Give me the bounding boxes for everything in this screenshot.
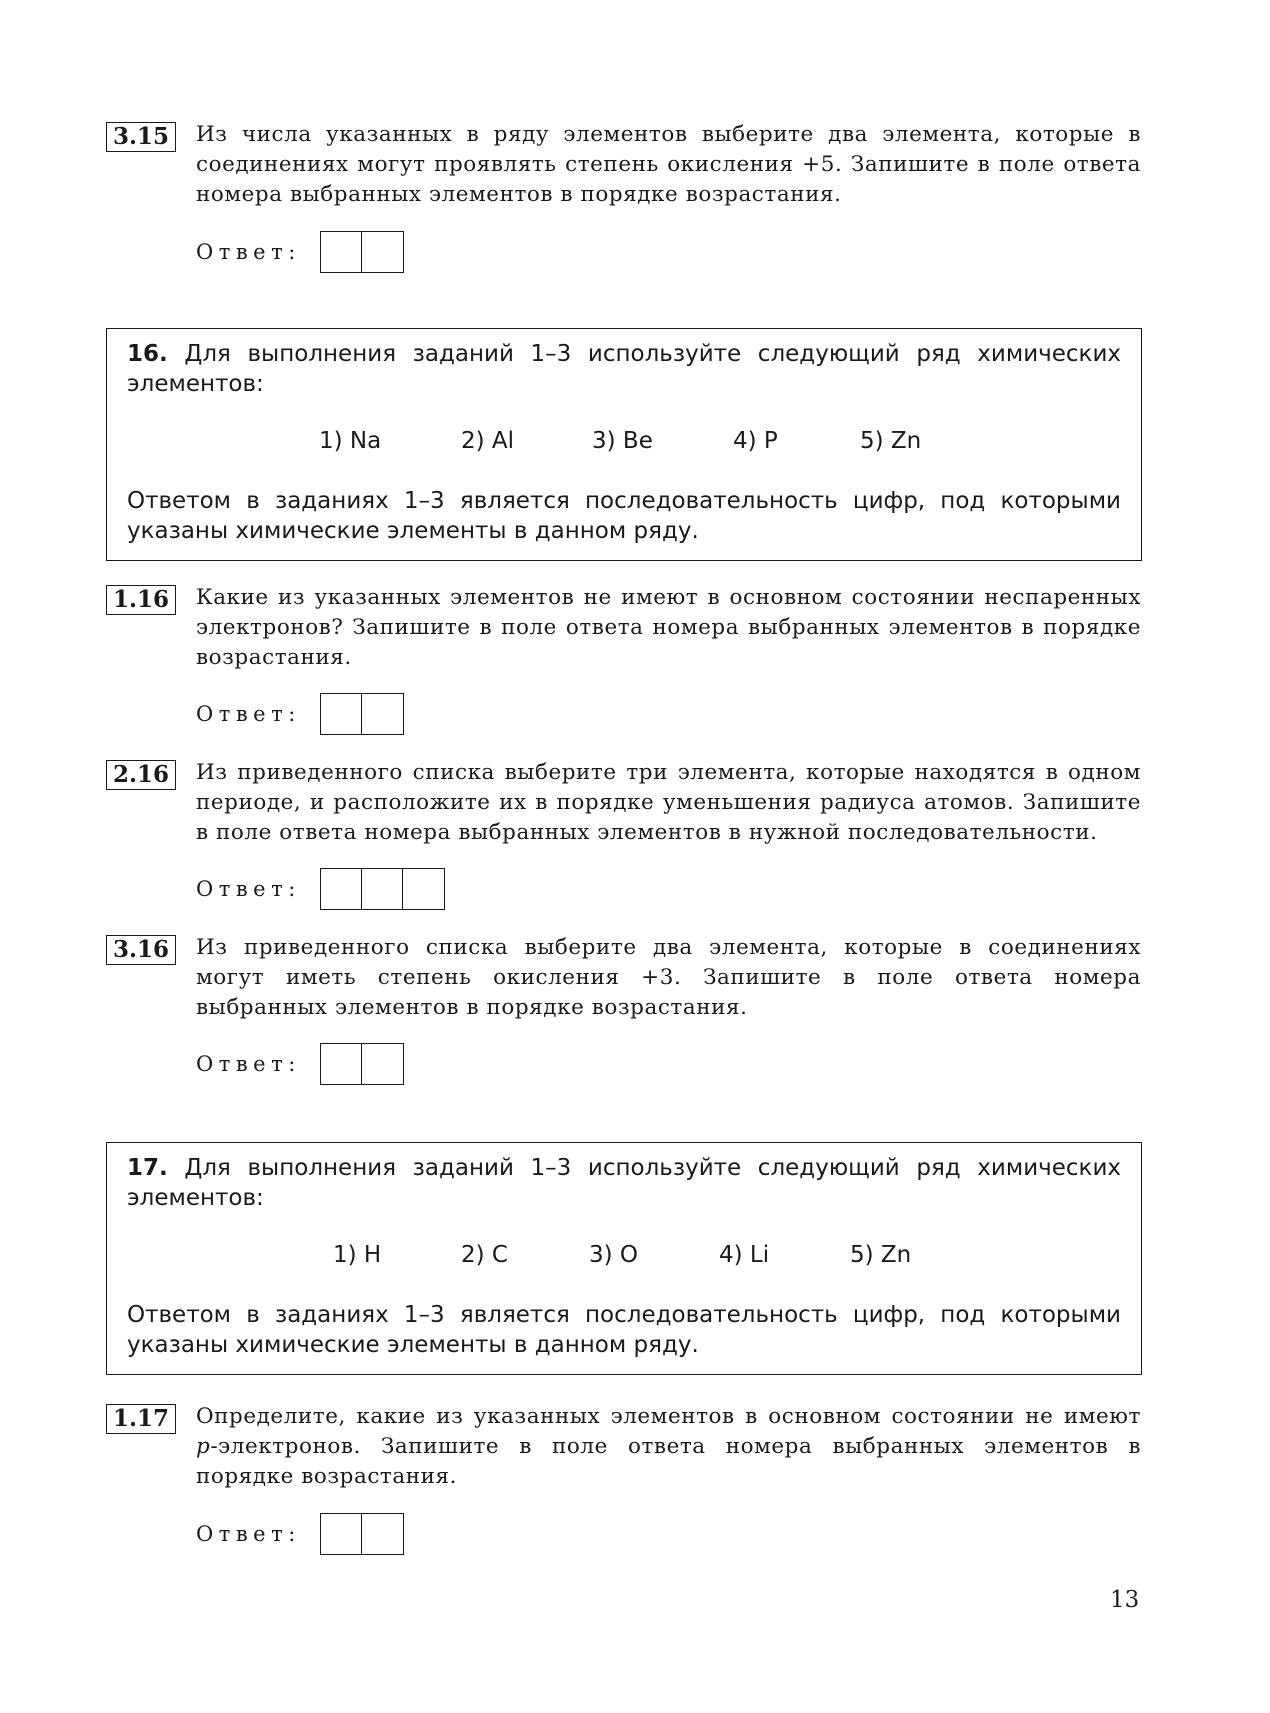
info-footer: Ответом в заданиях 1–3 является последовательность цифр, под которыми указаны химические элементы в данном ряду. [127, 488, 1121, 544]
answer-input-boxes[interactable] [320, 1043, 404, 1085]
answer-cell[interactable] [321, 869, 362, 909]
answer-cell[interactable] [362, 694, 403, 734]
answer-label: Ответ: [196, 877, 301, 901]
task-number-badge: 2.16 [106, 760, 176, 790]
task-number-badge: 3.16 [106, 935, 176, 965]
answer-cell[interactable] [362, 232, 403, 272]
task-text: Какие из указанных элементов не имеют в основном состоянии неспаренных электронов? Запишите в поле ответа номера выбранных элементов в порядке возрастания. [196, 585, 1141, 670]
info-block-16 [106, 328, 1142, 561]
task-text-italic: p [196, 1434, 211, 1459]
info-intro [127, 339, 1121, 399]
task-number-badge: 1.17 [106, 1404, 176, 1434]
answer-input-boxes[interactable] [320, 693, 404, 735]
answer-cell[interactable] [362, 869, 403, 909]
answer-cell[interactable] [321, 694, 362, 734]
info-block-17 [106, 1142, 1142, 1375]
task-text-rest: -электронов. Запишите в поле ответа номера выбранных элементов в порядке возрастания. [196, 1434, 1141, 1489]
task-text [196, 1402, 1141, 1492]
answer-cell[interactable] [321, 1514, 362, 1554]
task-number-badge: 3.15 [106, 122, 176, 152]
element-item: 3) Be [592, 428, 653, 454]
answer-input-boxes[interactable] [320, 1513, 404, 1555]
element-item: 5) Zn [860, 428, 922, 454]
task-1-17 [106, 1404, 1143, 1564]
element-item: 2) Al [461, 428, 515, 454]
answer-label: Ответ: [196, 702, 301, 726]
task-text: Из приведенного списка выберите три элемента, которые находятся в одном периоде, и расположите их в порядке уменьшения радиуса атомов. Запишите в поле ответа номера выбранных элементов в нужной последовательности. [196, 760, 1141, 845]
task-number-badge: 1.16 [106, 585, 176, 615]
task-3-15 [106, 122, 1143, 282]
answer-input-boxes[interactable] [320, 868, 445, 910]
answer-cell[interactable] [362, 1044, 403, 1084]
answer-label: Ответ: [196, 1522, 301, 1546]
element-item: 1) H [333, 1242, 382, 1268]
task-3-16 [106, 935, 1143, 1095]
info-intro [127, 1153, 1121, 1213]
info-block-number: 17. [127, 1155, 168, 1181]
answer-label: Ответ: [196, 240, 301, 264]
element-item: 4) P [733, 428, 778, 454]
element-item: 3) O [589, 1242, 639, 1268]
task-text: Из числа указанных в ряду элементов выберите два элемента, которые в соединениях могут проявлять степень окисления +5. Запишите в поле ответа номера выбранных элементов в порядке возрастания. [196, 122, 1141, 207]
task-1-16 [106, 585, 1143, 745]
answer-cell[interactable] [321, 1044, 362, 1084]
element-item: 2) C [461, 1242, 508, 1268]
task-text-prefix: Определите, какие из указанных элементов в основном состоянии не имеют [196, 1404, 1141, 1429]
info-intro-text: Для выполнения заданий 1–3 используйте следующий ряд химических элементов: [127, 341, 1122, 397]
element-item: 4) Li [719, 1242, 770, 1268]
answer-label: Ответ: [196, 1052, 301, 1076]
page-number: 13 [1110, 1587, 1140, 1613]
element-list [107, 426, 1141, 456]
info-footer: Ответом в заданиях 1–3 является последовательность цифр, под которыми указаны химические элементы в данном ряду. [127, 1302, 1121, 1358]
answer-input-boxes[interactable] [320, 231, 404, 273]
element-item: 5) Zn [850, 1242, 912, 1268]
info-block-number: 16. [127, 341, 168, 367]
task-2-16 [106, 760, 1143, 920]
answer-cell[interactable] [403, 869, 444, 909]
info-intro-text: Для выполнения заданий 1–3 используйте следующий ряд химических элементов: [127, 1155, 1122, 1211]
answer-cell[interactable] [362, 1514, 403, 1554]
task-text: Из приведенного списка выберите два элемента, которые в соединениях могут иметь степень окисления +3. Запишите в поле ответа номера выбранных элементов в порядке возрастания. [196, 935, 1141, 1020]
element-item: 1) Na [319, 428, 382, 454]
answer-cell[interactable] [321, 232, 362, 272]
element-list [107, 1240, 1141, 1270]
